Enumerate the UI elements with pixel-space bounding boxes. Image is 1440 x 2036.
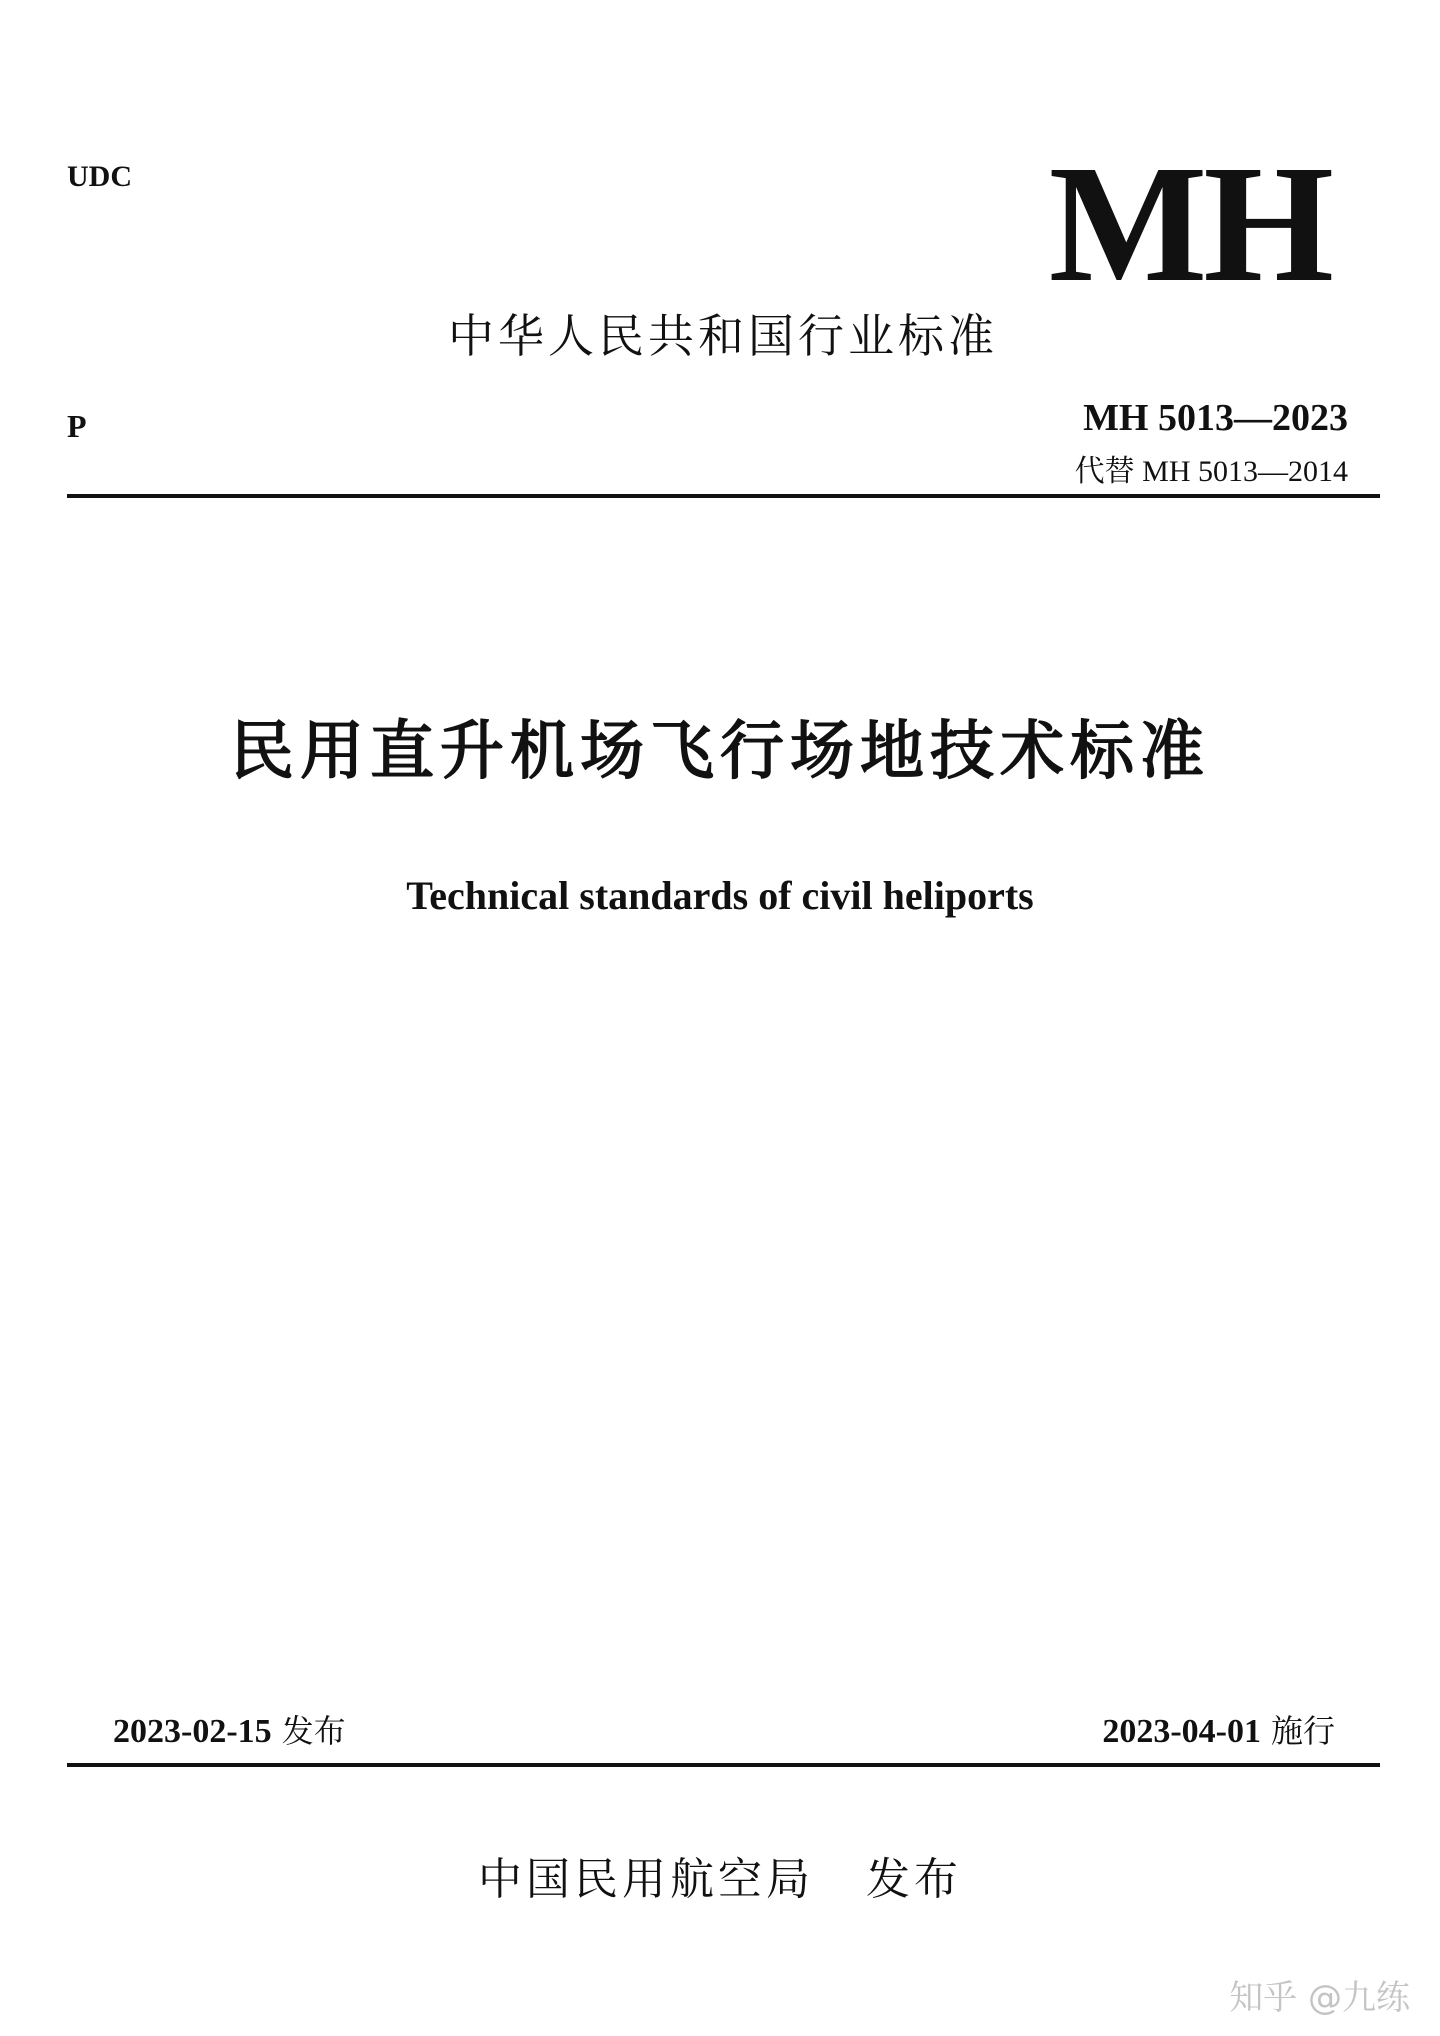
industry-standard-heading: 中华人民共和国行业标准: [448, 309, 998, 363]
implement-label: 施行: [1270, 1712, 1335, 1750]
category-code: MH: [1048, 131, 1330, 317]
publisher-name: 中国民用航空局: [478, 1854, 814, 1905]
classification-code: P: [67, 408, 87, 444]
document-title-english: Technical standards of civil heliports: [406, 873, 1034, 918]
implement-date-line: [1102, 1706, 1335, 1752]
implement-date: 2023-04-01: [1102, 1713, 1261, 1750]
issue-date: 2023-02-15: [113, 1713, 272, 1750]
issue-label: 发布: [281, 1712, 346, 1750]
standard-number: MH 5013—2023: [1083, 397, 1348, 439]
top-divider: [67, 494, 1380, 498]
watermark: 知乎 @九练: [1229, 1978, 1410, 2018]
issue-date-line: [113, 1706, 346, 1752]
bottom-divider: [67, 1763, 1380, 1767]
publisher-line: [0, 1843, 1440, 1907]
document-title-chinese: 民用直升机场飞行场地技术标准: [230, 715, 1210, 789]
udc-label: UDC: [67, 160, 132, 193]
publish-label: 发布: [866, 1854, 962, 1905]
replaces-note: 代替 MH 5013—2014: [1074, 455, 1348, 488]
